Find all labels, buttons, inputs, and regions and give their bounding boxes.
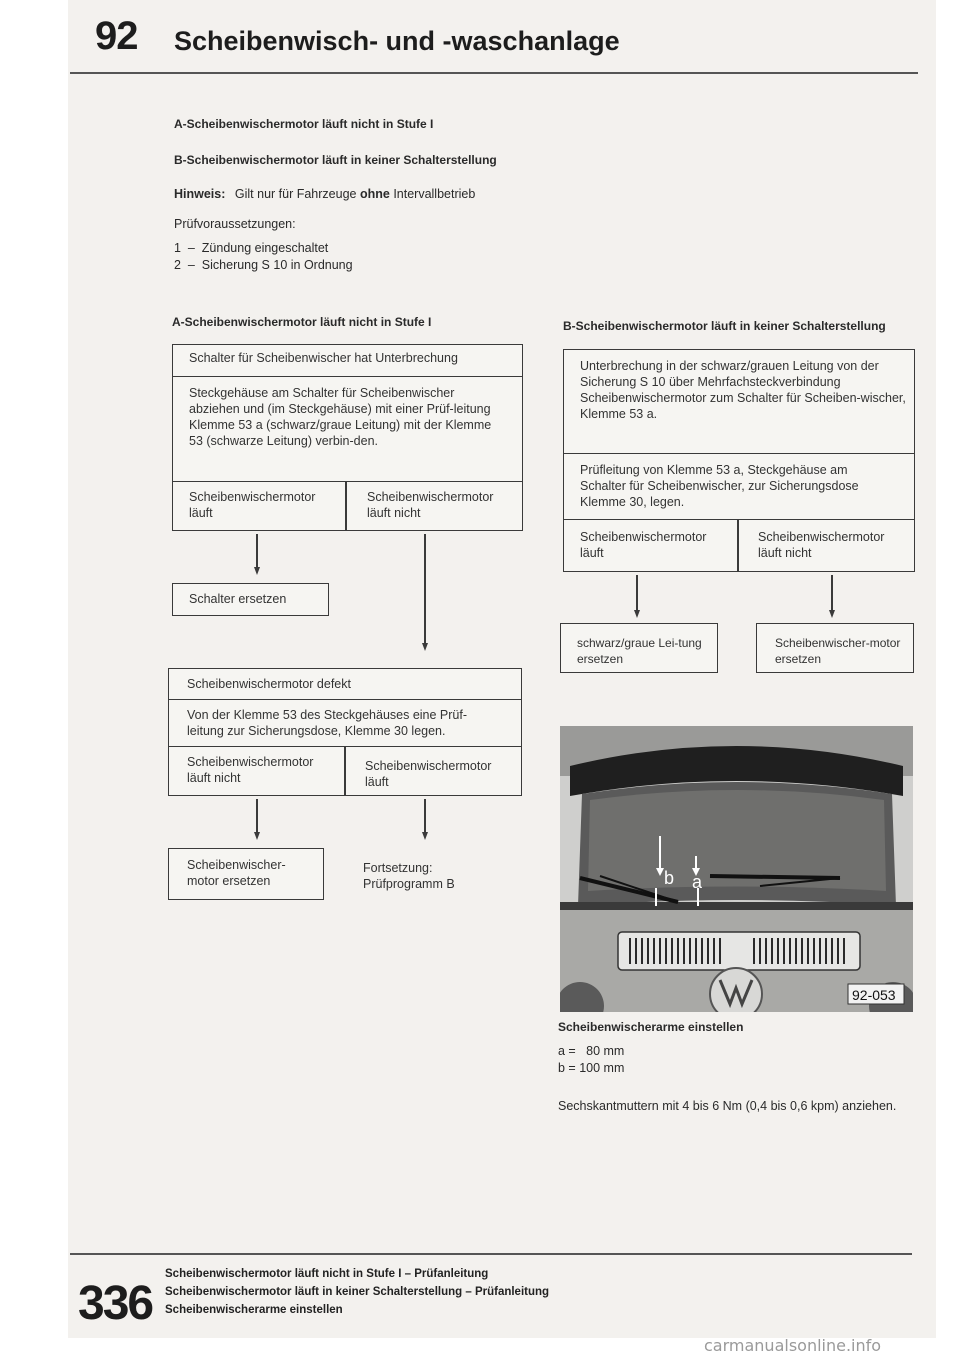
header-rule xyxy=(70,72,918,74)
flow-b-box-4-right-text: Scheibenwischer-motor ersetzen xyxy=(775,636,901,666)
note-text-2: Intervallbetrieb xyxy=(393,187,476,201)
flow-a-box-6-text: Von der Klemme 53 des Steckgehäuses eine Prüf-leitung zur Sicherungsdose, Klemme 30 legen. xyxy=(187,708,468,738)
flow-a-box-3-divider xyxy=(345,482,347,530)
flow-a-arrow-3 xyxy=(254,832,260,840)
watermark: carmanualsonline.info xyxy=(704,1336,882,1355)
intro-note xyxy=(174,186,475,202)
flow-b-connector-2 xyxy=(831,575,833,611)
flow-b-box-3-right: Scheibenwischermotor läuft nicht xyxy=(758,530,885,560)
flow-a-box-4 xyxy=(172,583,329,616)
note-text-bold: ohne xyxy=(359,187,390,201)
flow-a-box-3 xyxy=(172,481,523,531)
flow-a-box-3-left: Scheibenwischermotor läuft xyxy=(189,490,316,520)
flow-a-connector-3 xyxy=(256,799,258,833)
prereq-item-2: 2 – Sicherung S 10 in Ordnung xyxy=(174,258,353,272)
flow-b-box-1 xyxy=(563,349,915,454)
flow-b-box-4-left xyxy=(560,623,718,673)
flow-b-box-4-left-text: schwarz/graue Lei-tung ersetzen xyxy=(577,636,702,666)
flow-a-connector-2 xyxy=(424,534,426,644)
flow-a-box-2-text: Steckgehäuse am Schalter für Scheibenwischer abziehen und (im Steckgehäuse) mit einer Prüf-leitung Klemme 53 a (schwarz/graue Leitung) mit der Klemme 53 (schwarze Leitung) verbin-den. xyxy=(189,386,492,448)
flow-b-title: B-Scheibenwischermotor läuft in keiner Schalterstellung xyxy=(563,319,886,333)
flow-a-box-1 xyxy=(172,344,523,377)
flow-a-box-2 xyxy=(172,376,523,482)
note-label: Hinweis: xyxy=(174,187,226,201)
flow-b-box-2-text: Prüfleitung von Klemme 53 a, Steckgehäuse am Schalter für Scheibenwischer, zur Sicherungsdose Klemme 30, legen. xyxy=(580,463,859,509)
flow-b-box-3-divider xyxy=(737,520,739,571)
flow-b-arrow-2 xyxy=(829,610,835,618)
flow-a-continue: Fortsetzung: Prüfprogramm B xyxy=(363,861,455,891)
intro-line-a: A-Scheibenwischermotor läuft nicht in Stufe I xyxy=(174,117,434,131)
flow-b-arrow-1 xyxy=(634,610,640,618)
torque-note: Sechskantmuttern mit 4 bis 6 Nm (0,4 bis 0,6 kpm) anziehen. xyxy=(558,1099,897,1113)
flow-a-box-1-text: Schalter für Scheibenwischer hat Unterbrechung xyxy=(189,351,458,365)
flow-b-box-3 xyxy=(563,519,915,572)
footer-rule xyxy=(70,1253,912,1255)
flow-a-connector-1 xyxy=(256,534,258,568)
flow-a-box-4-text: Schalter ersetzen xyxy=(189,592,287,606)
flow-a-title: A-Scheibenwischermotor läuft nicht in Stufe I xyxy=(172,315,432,329)
flow-a-box-8-text: Scheibenwischer-motor ersetzen xyxy=(187,858,286,888)
prereq-title: Prüfvoraussetzungen: xyxy=(174,217,296,231)
footer-line-3: Scheibenwischerarme einstellen xyxy=(165,1304,343,1316)
flow-a-box-7-divider xyxy=(344,747,346,795)
chapter-title: Scheibenwisch- und -waschanlage xyxy=(174,26,620,56)
flow-b-box-4-right xyxy=(756,623,914,673)
chapter-number: 92 xyxy=(95,14,138,58)
flow-b-box-1-text: Unterbrechung in der schwarz/grauen Leitung von der Sicherung S 10 über Mehrfachsteckverbindung Scheibenwischermotor zum Schalter für Scheiben-wischer, Klemme 53 a. xyxy=(580,359,906,421)
flow-a-box-5-text: Scheibenwischermotor defekt xyxy=(187,677,351,691)
flow-b-box-2 xyxy=(563,453,915,520)
flow-a-arrow-4 xyxy=(422,832,428,840)
intro-line-b: B-Scheibenwischermotor läuft in keiner Schalterstellung xyxy=(174,153,497,167)
flow-a-box-7-left: Scheibenwischermotor läuft nicht xyxy=(187,755,314,785)
photo-label-a: a xyxy=(692,872,703,892)
flow-a-box-3-right: Scheibenwischermotor läuft nicht xyxy=(367,490,494,520)
flow-a-box-7 xyxy=(168,746,522,796)
prereq-item-1: 1 – Zündung eingeschaltet xyxy=(174,241,329,255)
photo-spec-b: b = 100 mm xyxy=(558,1061,625,1075)
photo-spec-a: a = 80 mm xyxy=(558,1044,625,1058)
footer-line-2: Scheibenwischermotor läuft in keiner Schalterstellung – Prüfanleitung xyxy=(165,1286,550,1298)
flow-b-box-3-left: Scheibenwischermotor läuft xyxy=(580,530,707,560)
flow-a-box-5 xyxy=(168,668,522,700)
photo-label-b: b xyxy=(664,868,675,888)
note-text-1: Gilt nur für Fahrzeuge xyxy=(234,187,357,201)
flow-a-box-7-right: Scheibenwischermotor läuft xyxy=(365,759,492,789)
photo-ref-number: 92-053 xyxy=(852,987,896,1003)
flow-b-connector-1 xyxy=(636,575,638,611)
flow-a-box-6 xyxy=(168,699,522,747)
flow-a-arrow-1 xyxy=(254,567,260,575)
photo-caption: Scheibenwischerarme einstellen xyxy=(558,1020,744,1034)
flow-a-connector-4 xyxy=(424,799,426,833)
page-number: 336 xyxy=(78,1277,153,1330)
footer-line-1: Scheibenwischermotor läuft nicht in Stufe I – Prüfanleitung xyxy=(165,1268,489,1280)
wiper-arm-photo xyxy=(560,726,913,1012)
flow-a-box-8 xyxy=(168,848,324,900)
flow-a-arrow-2 xyxy=(422,643,428,651)
